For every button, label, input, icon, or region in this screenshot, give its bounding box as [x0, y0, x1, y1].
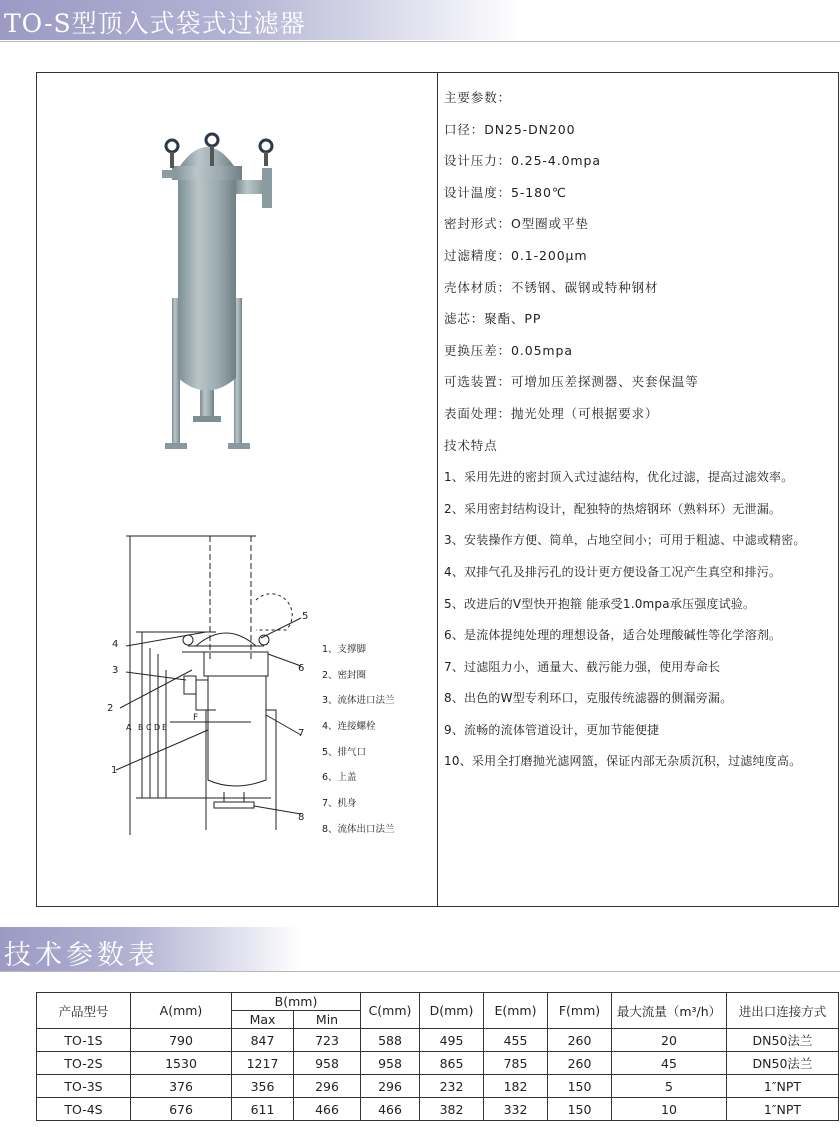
feature-item: 6、是流体提纯处理的理想设备，适合处理酸碱性等化学溶剂。	[444, 628, 782, 643]
cell: 958	[294, 1052, 361, 1075]
cell: 1217	[232, 1052, 294, 1075]
col-f: F(mm)	[548, 993, 612, 1029]
cell: TO-1S	[37, 1029, 131, 1052]
params-table	[36, 992, 839, 1121]
cell: 588	[361, 1029, 420, 1052]
cell: 455	[484, 1029, 548, 1052]
page-title: TO-S型顶入式袋式过滤器	[4, 9, 306, 38]
section-divider	[0, 971, 840, 972]
callout-7: 7	[298, 728, 305, 739]
feature-item: 10、采用全打磨抛光滤网篮，保证内部无杂质沉积，过滤纯度高。	[444, 754, 802, 769]
legend-item: 1、支撑脚	[322, 644, 367, 655]
col-b-min: Min	[294, 1011, 361, 1029]
col-a: A(mm)	[131, 993, 232, 1029]
cell: 296	[361, 1075, 420, 1098]
col-conn: 进出口连接方式	[727, 993, 839, 1029]
cell: 676	[131, 1098, 232, 1121]
legend-item: 3、流体进口法兰	[322, 695, 395, 707]
legend-item: 5、排气口	[322, 746, 367, 758]
cell: 1530	[131, 1052, 232, 1075]
callout-1: 1	[111, 765, 118, 776]
dim-label-f: F	[193, 713, 199, 723]
table-row	[37, 1075, 839, 1098]
dim-label-a: A	[126, 723, 132, 732]
spec-list	[444, 88, 836, 783]
col-b-max: Max	[232, 1011, 294, 1029]
cell: DN50法兰	[727, 1052, 839, 1075]
cell: 10	[612, 1098, 727, 1121]
cell: 150	[548, 1075, 612, 1098]
feature-item: 5、改进后的V型快开抱箍 能承受1.0mpa承压强度试验。	[444, 596, 756, 611]
col-b: B(mm)	[232, 993, 361, 1011]
cell: 466	[361, 1098, 420, 1121]
table-row	[37, 1052, 839, 1075]
technical-drawing	[96, 530, 326, 850]
cell: 356	[232, 1075, 294, 1098]
features-heading: 技术特点	[444, 437, 498, 453]
table-row	[37, 1029, 839, 1052]
spec-item: 壳体材质：不锈钢、碳钢或特种钢材	[444, 279, 659, 295]
spec-item: 口径：DN25-DN200	[444, 121, 576, 137]
cell: 847	[232, 1029, 294, 1052]
callout-2: 2	[107, 703, 114, 714]
callout-3: 3	[112, 665, 119, 676]
feature-item: 7、过滤阻力小，通量大、截污能力强，使用寿命长	[444, 659, 721, 674]
diagram-legend	[322, 641, 395, 847]
cell: 1″NPT	[727, 1075, 839, 1098]
dim-label-b: B	[138, 723, 144, 732]
dim-label-d: D	[154, 723, 161, 732]
feature-item: 1、采用先进的密封顶入式过滤结构，优化过滤，提高过滤效率。	[444, 470, 794, 485]
col-flow: 最大流量（m³/h）	[612, 993, 727, 1029]
cell: 5	[612, 1075, 727, 1098]
cell: 382	[420, 1098, 484, 1121]
col-e: E(mm)	[484, 993, 548, 1029]
spec-item: 过滤精度：0.1-200μm	[444, 247, 588, 263]
callout-4: 4	[112, 639, 119, 650]
cell: 495	[420, 1029, 484, 1052]
cell: 332	[484, 1098, 548, 1121]
callout-6: 6	[298, 663, 305, 674]
cell: TO-4S	[37, 1098, 131, 1121]
cell: 1″NPT	[727, 1098, 839, 1121]
cell: 232	[420, 1075, 484, 1098]
cell: 150	[548, 1098, 612, 1121]
legend-item: 6、上盖	[322, 772, 357, 784]
legend-item: 4、连接螺栓	[322, 721, 376, 733]
cell: 785	[484, 1052, 548, 1075]
spec-item: 设计温度：5-180℃	[444, 184, 567, 200]
section-title: 技术参数表	[4, 940, 159, 971]
feature-item: 2、采用密封结构设计，配独特的热熔钢环（熟料环）无泄漏。	[444, 501, 782, 516]
table-header-row	[37, 993, 839, 1011]
cell: 376	[131, 1075, 232, 1098]
legend-item: 7、机身	[322, 798, 357, 810]
cell: 865	[420, 1052, 484, 1075]
callout-8: 8	[298, 812, 305, 823]
spec-item: 密封形式：O型圈或平垫	[444, 216, 589, 232]
feature-item: 3、安装操作方便、简单，占地空间小；可用于粗滤、中滤或精密。	[444, 533, 806, 548]
cell: 611	[232, 1098, 294, 1121]
cell: TO-2S	[37, 1052, 131, 1075]
product-photo	[150, 128, 290, 458]
title-divider	[0, 41, 840, 42]
legend-item: 2、密封圈	[322, 669, 367, 681]
cell: 790	[131, 1029, 232, 1052]
spec-item: 设计压力：0.25-4.0mpa	[444, 153, 601, 169]
cell: 20	[612, 1029, 727, 1052]
cell: 260	[548, 1029, 612, 1052]
cell: 260	[548, 1052, 612, 1075]
dim-label-c: C	[146, 723, 152, 732]
spec-item: 更换压差：0.05mpa	[444, 342, 573, 358]
cell: 958	[361, 1052, 420, 1075]
panel-divider	[437, 72, 438, 907]
section-banner	[0, 927, 300, 971]
feature-item: 8、出色的W型专利环口，克服传统滤器的侧漏旁漏。	[444, 691, 733, 706]
col-model: 产品型号	[37, 993, 131, 1029]
spec-heading: 主要参数：	[444, 90, 512, 105]
cell: 466	[294, 1098, 361, 1121]
title-banner	[0, 0, 520, 40]
cell: 723	[294, 1029, 361, 1052]
cell: TO-3S	[37, 1075, 131, 1098]
spec-item: 可选装置：可增加压差探测器、夹套保温等	[444, 374, 699, 390]
dim-label-e: E	[162, 723, 168, 732]
legend-item: 8、流体出口法兰	[322, 823, 395, 835]
cell: DN50法兰	[727, 1029, 839, 1052]
feature-item: 4、双排气孔及排污孔的设计更方便设备工况产生真空和排污。	[444, 564, 782, 579]
cell: 296	[294, 1075, 361, 1098]
col-c: C(mm)	[361, 993, 420, 1029]
spec-item: 滤芯：聚酯、PP	[444, 311, 542, 327]
cell: 45	[612, 1052, 727, 1075]
callout-5: 5	[302, 611, 309, 622]
feature-item: 9、流畅的流体管道设计，更加节能便捷	[444, 722, 660, 737]
col-d: D(mm)	[420, 993, 484, 1029]
cell: 182	[484, 1075, 548, 1098]
spec-item: 表面处理：抛光处理（可根据要求）	[444, 405, 659, 421]
table-row	[37, 1098, 839, 1121]
